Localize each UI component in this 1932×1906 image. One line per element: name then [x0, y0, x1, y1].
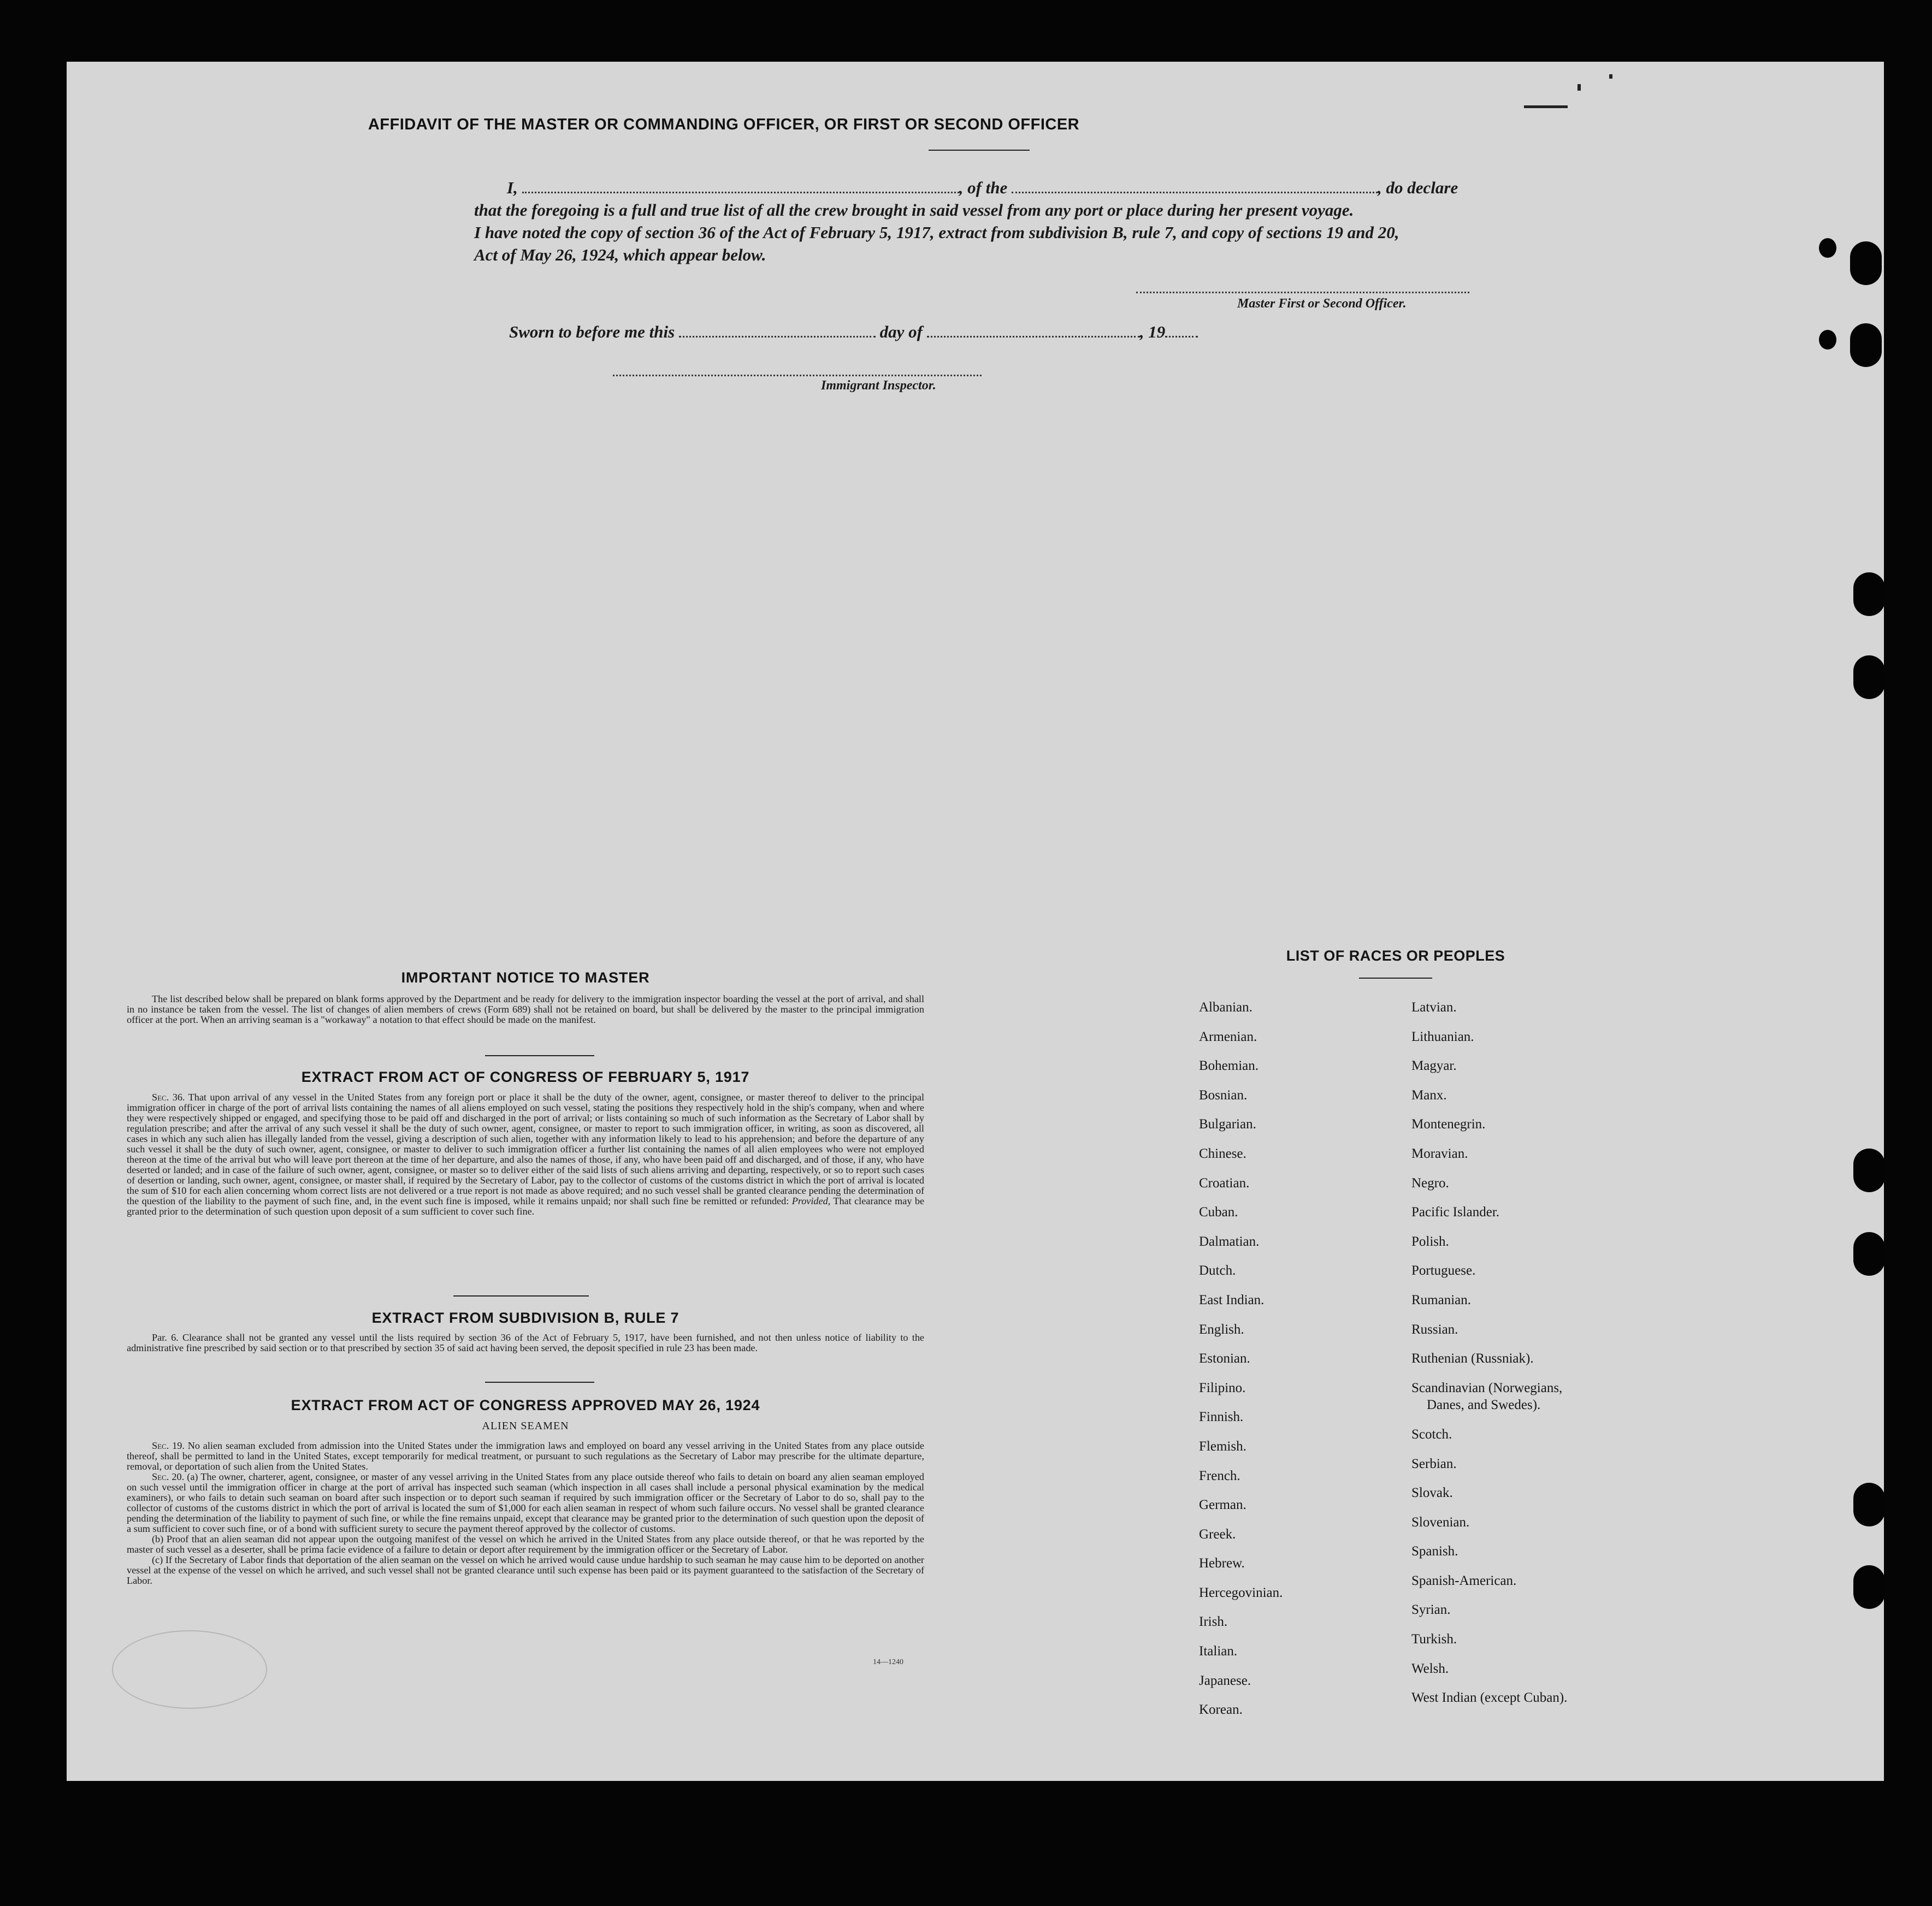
race-item: Welsh. — [1411, 1661, 1449, 1676]
notice-text — [127, 994, 924, 1025]
inspector-signature-field[interactable] — [613, 374, 982, 376]
race-item: Bohemian. — [1199, 1058, 1259, 1074]
year-label: , 19 — [1139, 322, 1166, 341]
race-item: Danes, and Swedes). — [1427, 1398, 1541, 1413]
alien-seamen-subtitle: ALIEN SEAMEN — [482, 1420, 569, 1432]
race-item: East Indian. — [1199, 1292, 1265, 1307]
sec-20c-text: (c) If the Secretary of Labor finds that deportation of the alien seaman on the vessel on which he arrived would cause undue hardship to such seaman he may cause him to be deported on another vessel at the expense of the vessel on which he arrived, and such vessel shall not be granted clearance until such expense has been paid or its payment guaranteed to the satisfaction of the Secretary of Labor. — [127, 1554, 924, 1586]
race-item: Albanian. — [1199, 1000, 1252, 1015]
race-item: Hebrew. — [1199, 1556, 1245, 1571]
race-item: Filipino. — [1199, 1380, 1246, 1395]
affidavit-line-3: I have noted the copy of section 36 of the Act of February 5, 1917, extract from subdivision B, rule 7, and copy of sections 19 and 20, — [474, 223, 1399, 242]
affidavit-line-4: Act of May 26, 1924, which appear below. — [474, 245, 766, 264]
race-item: Manx. — [1411, 1087, 1447, 1103]
binder-hole — [1853, 1565, 1885, 1609]
race-item: English. — [1199, 1322, 1244, 1337]
races-right-column — [1411, 993, 1567, 1713]
binder-hole — [1853, 572, 1885, 616]
race-item: Dutch. — [1199, 1263, 1236, 1278]
sec-19-text: No alien seaman excluded from admission into the United States under the immigration laws and employed on board any vessel arriving in the United States from any place outside thereof, shall be permitted to land in the United States, except temporarily for medical treatment, or pursuant to such regulations as the Secretary of Labor may prescribe for the ultimate departure, removal, or deportation of such alien from the United States. — [127, 1440, 925, 1472]
sworn-month-field[interactable] — [927, 335, 1140, 338]
binder-hole — [1850, 323, 1882, 367]
section-divider — [485, 1382, 594, 1383]
title-divider — [929, 150, 1030, 151]
race-item: Scotch. — [1411, 1426, 1452, 1442]
sec-19-label: Sec. 19. — [152, 1440, 185, 1451]
race-item: Latvian. — [1411, 1000, 1457, 1015]
master-signature-field[interactable] — [1136, 291, 1469, 293]
binder-hole — [1853, 1149, 1885, 1192]
master-signature-label: Master First or Second Officer. — [1237, 297, 1407, 311]
affidavit-of-the: , of the — [959, 178, 1008, 197]
race-item: Ruthenian (Russniak). — [1411, 1351, 1534, 1366]
sec-36-label: Sec. 36. — [152, 1092, 185, 1103]
subdivision-b-title: EXTRACT FROM SUBDIVISION B, RULE 7 — [371, 1310, 680, 1326]
race-item: Bosnian. — [1199, 1087, 1248, 1103]
notice-title: IMPORTANT NOTICE TO MASTER — [401, 969, 650, 986]
binder-hole — [1853, 1232, 1885, 1276]
sworn-label: Sworn to before me this — [509, 322, 675, 341]
provided-label: Provided, — [791, 1195, 831, 1206]
race-item: Magyar. — [1411, 1058, 1457, 1074]
race-item: Polish. — [1411, 1234, 1449, 1249]
race-item: Hercegovinian. — [1199, 1585, 1283, 1600]
race-item: Cuban. — [1199, 1205, 1238, 1220]
section-divider — [485, 1055, 594, 1056]
race-item: Spanish. — [1411, 1544, 1458, 1559]
inspector-signature-label: Immigrant Inspector. — [821, 378, 936, 393]
race-item: Dalmatian. — [1199, 1234, 1260, 1249]
extract-1924-title: EXTRACT FROM ACT OF CONGRESS APPROVED MAY 26, 1924 — [291, 1397, 760, 1413]
races-left-column — [1199, 993, 1283, 1725]
binder-hole — [1850, 241, 1882, 285]
race-item: Italian. — [1199, 1644, 1238, 1659]
section-divider — [453, 1295, 589, 1297]
binder-hole — [1819, 330, 1836, 350]
binder-hole — [1853, 1483, 1885, 1526]
extract-1917-text — [127, 1092, 924, 1217]
race-item: Korean. — [1199, 1702, 1243, 1718]
form-number: 14—1240 — [873, 1658, 903, 1666]
race-item: Moravian. — [1411, 1146, 1468, 1161]
race-item: Croatian. — [1199, 1175, 1250, 1191]
sworn-year-field[interactable] — [1165, 335, 1198, 338]
race-item: Finnish. — [1199, 1410, 1244, 1425]
race-item: Turkish. — [1411, 1632, 1457, 1647]
affidavit-title: AFFIDAVIT OF THE MASTER OR COMMANDING OFFICER, OR FIRST OR SECOND OFFICER — [368, 116, 1080, 133]
race-item: Syrian. — [1411, 1602, 1451, 1618]
race-item: Rumanian. — [1411, 1292, 1472, 1307]
race-item: Pacific Islander. — [1411, 1205, 1500, 1220]
notice-paragraph: The list described below shall be prepared on blank forms approved by the Department and be ready for delivery to the immigration inspector boarding the vessel at the port of arrival, and shall in no instance be taken from the vessel. The list of changes of alien members of crews (Form 689) shall not be retained on board, but shall be delivered by the master to the principal immigration officer at the port. When an arriving seaman is a "workaway" a notation to that effect should be made on the manifest. — [127, 993, 924, 1025]
races-title: LIST OF RACES OR PEOPLES — [1286, 948, 1505, 964]
race-item: Scandinavian (Norwegians, — [1411, 1380, 1563, 1395]
faint-stamp — [112, 1630, 267, 1709]
race-item: Irish. — [1199, 1614, 1228, 1630]
sworn-line — [509, 322, 1198, 342]
race-item: Serbian. — [1411, 1456, 1457, 1471]
sworn-day-field[interactable] — [679, 335, 876, 338]
race-item: Russian. — [1411, 1322, 1458, 1337]
race-item: Lithuanian. — [1411, 1029, 1474, 1044]
scan-mark — [1524, 105, 1568, 108]
race-item: Estonian. — [1199, 1351, 1250, 1366]
binder-hole — [1853, 655, 1885, 699]
race-item: Slovak. — [1411, 1485, 1453, 1501]
affidavit-declaration-line — [507, 178, 1458, 198]
race-item: French. — [1199, 1468, 1240, 1483]
affidavit-do-declare: , do declare — [1378, 178, 1458, 197]
race-item: Spanish-American. — [1411, 1573, 1517, 1588]
vessel-name-field[interactable] — [1012, 191, 1378, 193]
race-item: Montenegrin. — [1411, 1117, 1486, 1132]
race-item: Armenian. — [1199, 1029, 1257, 1044]
race-item: Greek. — [1199, 1526, 1236, 1542]
sec-20-label: Sec. 20. — [152, 1471, 185, 1482]
subdivision-b-text — [127, 1333, 924, 1353]
affidavit-line-2: that the foregoing is a full and true list of all the crew brought in said vessel from any port or place during her present voyage. — [474, 200, 1354, 220]
race-item: Portuguese. — [1411, 1263, 1476, 1278]
sec-20b-text: (b) Proof that an alien seaman did not appear upon the outgoing manifest of the vessel on which he arrived in the United States from any place outside thereof, or that he was reported by the master of such vessel as a deserter, shall be prima facie evidence of a failure to detain or deport after requirement by the immigration officer or the Secretary of Labor. — [127, 1534, 924, 1555]
extract-1917-title: EXTRACT FROM ACT OF CONGRESS OF FEBRUARY 5, 1917 — [301, 1069, 750, 1085]
race-item: West Indian (except Cuban). — [1411, 1690, 1568, 1706]
race-item: Flemish. — [1199, 1439, 1246, 1454]
scan-mark — [1609, 74, 1612, 79]
affidavit-i: I, — [507, 178, 518, 197]
scan-mark — [1577, 84, 1581, 91]
race-item: German. — [1199, 1497, 1246, 1513]
binder-hole — [1819, 238, 1836, 258]
race-item: Negro. — [1411, 1175, 1449, 1191]
par-6-text: Par. 6. Clearance shall not be granted any vessel until the lists required by section 36 of the Act of February 5, 1917, have been furnished, and not then unless notice of liability to the administrative fine prescribed by said section or to that prescribed by section 35 of said act having been served, the deposit specified in rule 23 has been made. — [127, 1332, 924, 1353]
races-divider — [1359, 978, 1432, 979]
sec-36-text-end: That clearance may be granted prior to the determination of such question upon deposit of a sum sufficient to cover such fine. — [127, 1195, 925, 1217]
race-item: Chinese. — [1199, 1146, 1246, 1161]
master-name-field[interactable] — [522, 191, 959, 193]
sec-20a-text: (a) The owner, charterer, agent, consignee, or master of any vessel arriving in the United States from any place outside thereof who fails to detain on board any alien seaman employed on such vessel until the immigration officer in charge at the port of arrival has inspected such seaman (which inspection in all cases shall include a personal physical examination by the medical examiners), or who fails to detain such seaman on board after such inspection or to deport such seaman if required by such immigration officer or the Secretary of Labor to do so, shall pay to the collector of customs of the customs district in which the port of arrival is located the sum of $1,000 for each alien seaman in respect of whom such failure occurs. No vessel shall be granted clearance pending the determination of the liability to payment of such fine, or while the fine remains unpaid, except that clearance may be granted prior to the determination of such question upon the deposit of a sum sufficient to cover such fine, or of a bond with sufficient surety to secure the payment thereof approved by the collector of customs. — [127, 1471, 925, 1534]
day-of-label: day of — [879, 322, 923, 341]
race-item: Bulgarian. — [1199, 1117, 1256, 1132]
race-item: Japanese. — [1199, 1673, 1251, 1688]
sec-36-text: That upon arrival of any vessel in the United States from any foreign port or place it shall be the duty of the owner, agent, consignee, or master thereof to deliver to the principal immigration officer in charge of the port of arrival lists containing the names of all aliens employed on such vessel, stating the positions they respectively hold in the ship's company, when and where they were respectively shipped or engaged, and specifying those to be paid off and discharged in the port of arrival; or lists containing so much of such information as the Secretary of Labor shall by regulation prescribe; and after the arrival of any such vessel it shall be the duty of such owner, agent, consignee, or master to report to such immigration officer, in writing, as soon as discovered, all cases in which any such alien has illegally landed from the vessel, giving a description of such alien, together with any information likely to lead to his apprehension; and before the departure of any such vessel it shall be the duty of such owner, agent, consignee, or master to deliver to such immigration officer a further list containing the names of all alien employees who were not employed thereon at the time of the arrival but who will leave port thereon at the time of her departure, and also the names of those, if any, who have been paid off and discharged, and of those, if any, who have deserted or landed; and in case of the failure of such owner, agent, consignee, or master so to deliver either of the said lists of such aliens arriving and departing, respectively, or so to report such cases of desertion or landing, such owner, agent, consignee, or master shall, if required by the Secretary of Labor, pay to the collector of customs of the customs district in which the port of arrival is located the sum of $10 for each alien concerning whom correct lists are not delivered or a true report is not made as above required; and no such vessel shall be granted clearance pending the determination of the question of the liability to the payment of such fine, and, in the event such fine is imposed, while it remains unpaid; nor shall such fine be remitted or refunded: — [127, 1092, 925, 1206]
extract-1924-text — [127, 1441, 924, 1586]
race-item: Slovenian. — [1411, 1514, 1470, 1530]
